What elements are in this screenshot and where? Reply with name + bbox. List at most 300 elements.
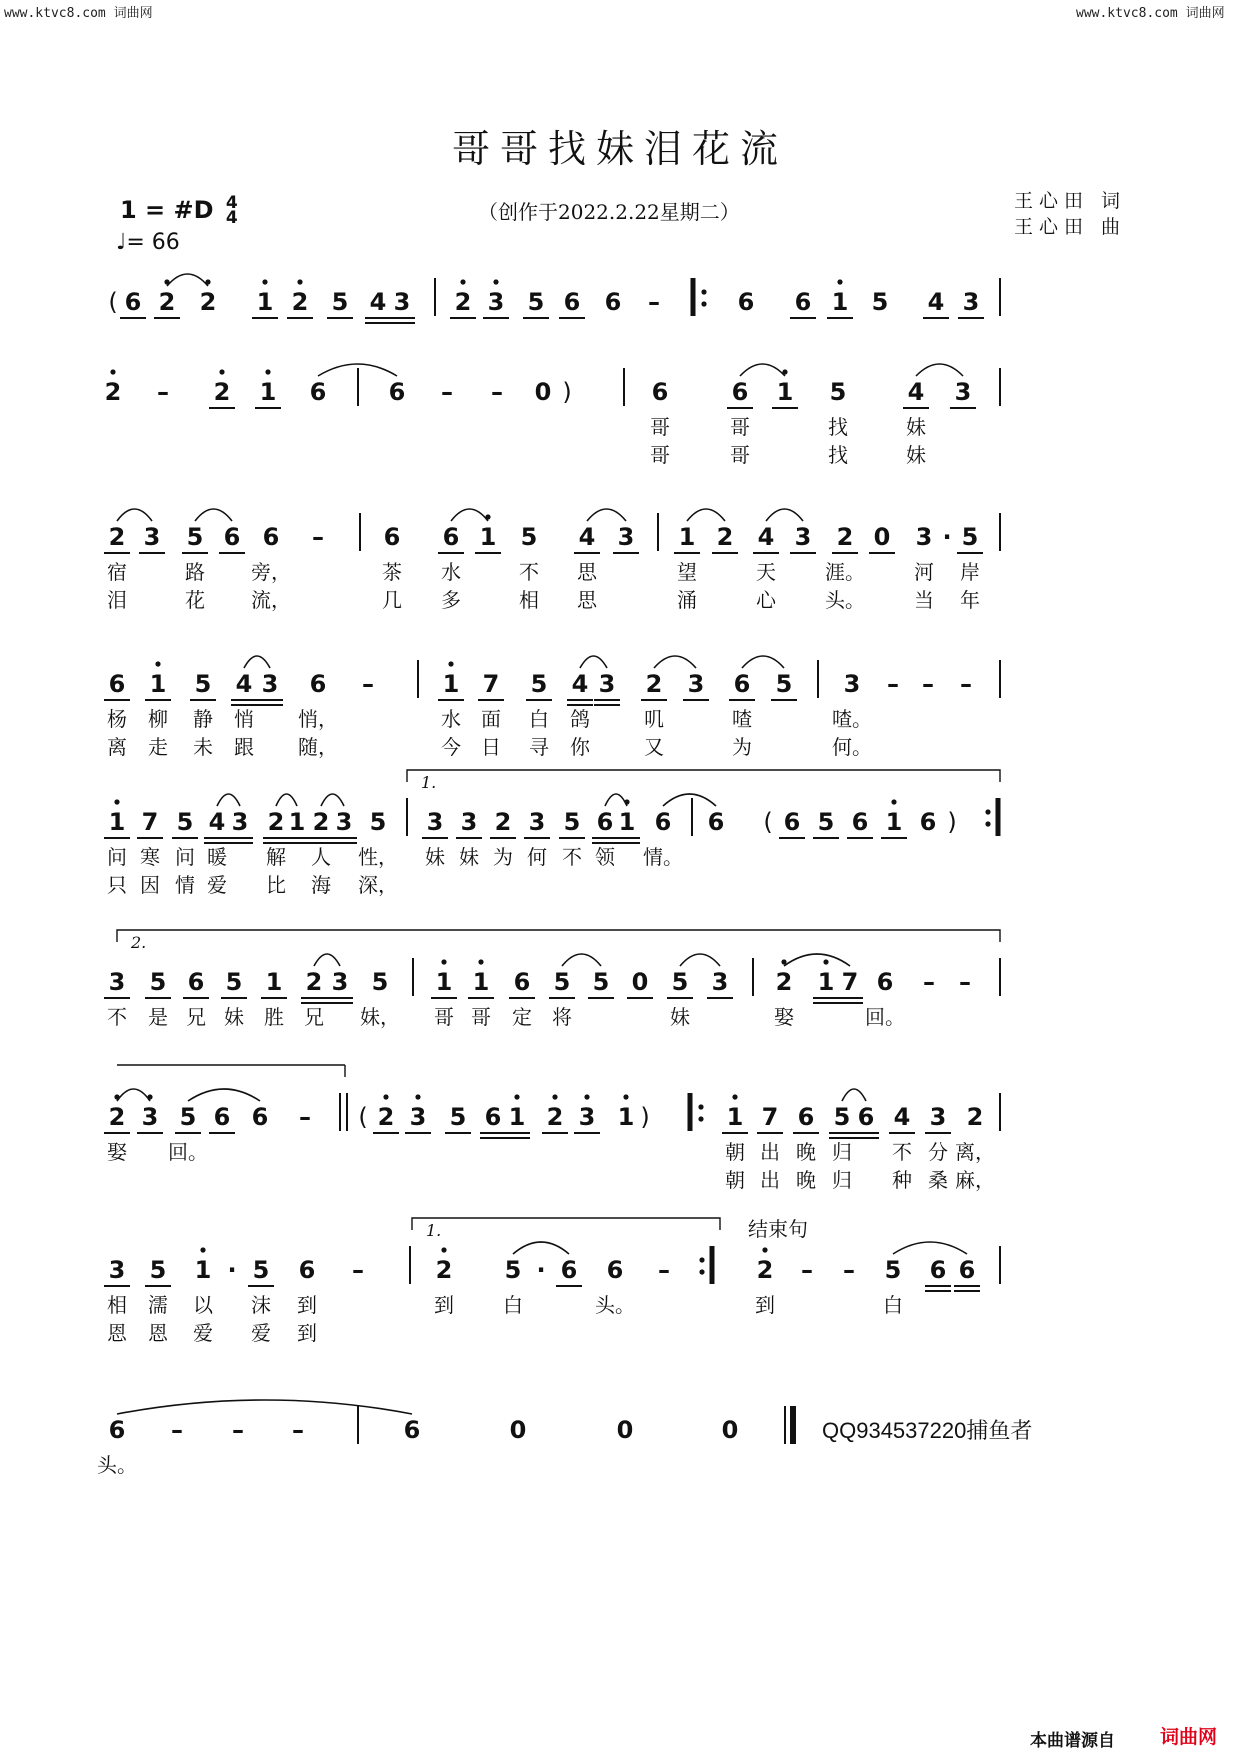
- lyric-char: 今: [441, 735, 461, 759]
- note-6: 6: [213, 1103, 231, 1131]
- staff-row-7: [0, 1095, 1240, 1205]
- lyric-char: 娶: [774, 1005, 794, 1029]
- lyric-char: 妹: [906, 443, 926, 467]
- lyric-char: 不: [892, 1140, 912, 1164]
- note-1-high: 1: [435, 968, 453, 996]
- note-5: 5: [884, 1256, 902, 1284]
- subtitle: （创作于2022.2.22星期二）: [478, 200, 740, 224]
- lyric-char: 问: [175, 845, 195, 869]
- slur: [117, 1400, 412, 1414]
- dash: –: [887, 670, 899, 698]
- note-3-high: 3: [578, 1103, 596, 1131]
- note-5: 5: [829, 378, 847, 406]
- note-3: 3: [954, 378, 972, 406]
- note-3: 3: [143, 523, 161, 551]
- staff-row-3-svg: [0, 515, 1240, 625]
- note-1: 1: [288, 808, 306, 836]
- note-2-high: 2: [435, 1256, 453, 1284]
- dash: –: [658, 1256, 670, 1284]
- lyric-char: 水: [441, 707, 461, 731]
- slur: [167, 274, 208, 286]
- note-5: 5: [563, 808, 581, 836]
- note-2: 2: [494, 808, 512, 836]
- parenthesis: ): [947, 808, 957, 836]
- ending-label: 结束句: [748, 1219, 808, 1241]
- volta-bracket: [412, 1218, 720, 1230]
- lyric-char: 妹: [670, 1005, 690, 1029]
- note-5: 5: [504, 1256, 522, 1284]
- note-6: 6: [513, 968, 531, 996]
- note-6: 6: [604, 288, 622, 316]
- lyric-char: 离: [107, 735, 127, 759]
- slur: [663, 794, 716, 806]
- octave-dot: [441, 1247, 446, 1252]
- slur: [580, 656, 607, 668]
- repeat-dot: [701, 301, 706, 306]
- note-3: 3: [261, 670, 279, 698]
- note-0: 0: [631, 968, 649, 996]
- note-3: 3: [794, 523, 812, 551]
- octave-dot: [460, 279, 465, 284]
- lyric-char: 涌: [677, 588, 697, 612]
- note-5: 5: [592, 968, 610, 996]
- note-2: 2: [716, 523, 734, 551]
- tempo-marking: ♩= 66: [116, 230, 180, 255]
- note-6: 6: [737, 288, 755, 316]
- note-4: 4: [927, 288, 945, 316]
- note-5: 5: [186, 523, 204, 551]
- note-6: 6: [731, 378, 749, 406]
- lyric-char: 相: [519, 588, 539, 612]
- octave-dot: [441, 959, 446, 964]
- note-0: 0: [873, 523, 891, 551]
- staff-row-2-svg: [0, 370, 1240, 480]
- lyric-char: 多: [441, 588, 461, 612]
- octave-dot: [584, 1094, 589, 1099]
- note-6: 6: [857, 1103, 875, 1131]
- time-signature: 4 4: [225, 193, 238, 228]
- note-4: 4: [907, 378, 925, 406]
- composer-credit: 王心田 曲: [1014, 216, 1127, 238]
- lyric-char: 头。: [97, 1453, 137, 1477]
- lyric-char: 离，: [955, 1140, 995, 1164]
- slur: [314, 954, 340, 966]
- note-3: 3: [335, 808, 353, 836]
- staff-row-3: [0, 515, 1240, 625]
- note-3: 3: [393, 288, 411, 316]
- repeat-dot: [985, 809, 990, 814]
- octave-dot: [155, 661, 160, 666]
- note-3: 3: [843, 670, 861, 698]
- dash: –: [441, 378, 453, 406]
- lyric-char: 为: [732, 735, 752, 759]
- staff-row-8-svg: [0, 1219, 1240, 1358]
- note-3: 3: [460, 808, 478, 836]
- octave-dot: [219, 369, 224, 374]
- note-1-high: 1: [831, 288, 849, 316]
- note-1-high: 1: [256, 288, 274, 316]
- slur: [276, 794, 297, 806]
- note-4: 4: [235, 670, 253, 698]
- octave-dot: [114, 799, 119, 804]
- note-6: 6: [797, 1103, 815, 1131]
- lyric-char: 麻，: [955, 1168, 995, 1192]
- note-1-high: 1: [472, 968, 490, 996]
- slur: [117, 509, 152, 521]
- lyric-char: 叽: [644, 707, 664, 731]
- lyric-char: 杨: [107, 707, 127, 731]
- staff-row-4: [0, 662, 1240, 772]
- note-3: 3: [426, 808, 444, 836]
- slur: [766, 509, 803, 521]
- lyric-char: 因: [140, 873, 160, 897]
- note-6: 6: [919, 808, 937, 836]
- repeat-dot: [699, 1269, 704, 1274]
- note-2-high: 2: [158, 288, 176, 316]
- lyric-char: 到: [755, 1293, 775, 1317]
- dash: –: [843, 1256, 855, 1284]
- note-5: 5: [179, 1103, 197, 1131]
- lyric-char: 哥: [471, 1005, 491, 1029]
- note-5: 5: [176, 808, 194, 836]
- note-4: 4: [369, 288, 387, 316]
- dash: –: [922, 670, 934, 698]
- slur: [217, 794, 240, 806]
- lyric-char: 到: [297, 1321, 317, 1345]
- footer-source-label: 本曲谱源自: [1030, 1731, 1115, 1751]
- dash: –: [352, 1256, 364, 1284]
- note-2-high: 2: [199, 288, 217, 316]
- note-6: 6: [651, 378, 669, 406]
- note-5: 5: [671, 968, 689, 996]
- note-3: 3: [711, 968, 729, 996]
- lyric-char: 是: [148, 1005, 168, 1029]
- note-2: 2: [312, 808, 330, 836]
- note-6: 6: [794, 288, 812, 316]
- lyric-char: 日: [481, 735, 501, 759]
- parenthesis: (: [108, 288, 118, 316]
- volta-label: 1.: [421, 773, 437, 792]
- lyric-char: 思: [577, 588, 597, 612]
- note-5: 5: [961, 523, 979, 551]
- note-5: 5: [775, 670, 793, 698]
- lyric-char: 哥: [650, 415, 670, 439]
- lyric-char: 年: [960, 588, 980, 612]
- lyric-char: 桑: [928, 1168, 948, 1192]
- page-title: 哥哥找妹泪花流: [451, 127, 788, 171]
- slur: [605, 794, 627, 806]
- qq-contact: QQ934537220捕鱼者: [822, 1418, 1033, 1443]
- staff-row-4-svg: [0, 662, 1240, 772]
- octave-dot: [762, 1247, 767, 1252]
- note-6: 6: [124, 288, 142, 316]
- note-6: 6: [388, 378, 406, 406]
- lyric-char: 妹: [906, 415, 926, 439]
- lyric-char: 爱: [251, 1321, 271, 1345]
- lyric-char: 头。: [595, 1293, 635, 1317]
- slur: [680, 954, 720, 966]
- note-3: 3: [915, 523, 933, 551]
- repeat-dot: [701, 289, 706, 294]
- lyric-char: 晚: [796, 1168, 816, 1192]
- note-5: 5: [252, 1256, 270, 1284]
- note-6: 6: [929, 1256, 947, 1284]
- dot: ·: [942, 523, 952, 551]
- lyric-char: 妹，: [360, 1005, 400, 1029]
- dash: –: [648, 288, 660, 316]
- repeat-dot: [699, 1257, 704, 1262]
- slur: [117, 1089, 150, 1101]
- octave-dot: [623, 1094, 628, 1099]
- note-1-high: 1: [817, 968, 835, 996]
- lyric-char: 喳: [732, 707, 752, 731]
- octave-dot: [837, 279, 842, 284]
- lyric-char: 哥: [730, 415, 750, 439]
- lyric-char: 当: [914, 588, 934, 612]
- note-6: 6: [563, 288, 581, 316]
- lyric-char: 白: [529, 707, 549, 731]
- staff-row-6: [0, 933, 1240, 1070]
- lyric-char: 何。: [832, 735, 872, 759]
- note-3: 3: [687, 670, 705, 698]
- octave-dot: [493, 279, 498, 284]
- note-3: 3: [962, 288, 980, 316]
- note-1-high: 1: [259, 378, 277, 406]
- lyric-char: 流，: [251, 588, 291, 612]
- note-6: 6: [707, 808, 725, 836]
- note-5: 5: [331, 288, 349, 316]
- slur: [562, 954, 601, 966]
- note-3-high: 3: [141, 1103, 159, 1131]
- lyric-char: 妹: [459, 845, 479, 869]
- dash: –: [312, 523, 324, 551]
- lyric-char: 归: [832, 1168, 852, 1192]
- dash: –: [801, 1256, 813, 1284]
- note-7: 7: [761, 1103, 779, 1131]
- note-5: 5: [449, 1103, 467, 1131]
- lyric-char: 鸽: [570, 707, 590, 731]
- dash: –: [171, 1416, 183, 1444]
- note-2-high: 2: [454, 288, 472, 316]
- octave-dot: [297, 279, 302, 284]
- dash: –: [299, 1103, 311, 1131]
- lyric-char: 面: [481, 707, 501, 731]
- octave-dot: [110, 369, 115, 374]
- lyric-char: 兄: [186, 1005, 206, 1029]
- note-3: 3: [929, 1103, 947, 1131]
- lyric-char: 泪: [107, 588, 127, 612]
- lyric-char: 问: [107, 845, 127, 869]
- lyric-char: 哥: [730, 443, 750, 467]
- note-3: 3: [331, 968, 349, 996]
- note-6: 6: [783, 808, 801, 836]
- lyric-char: 走: [148, 735, 168, 759]
- note-0: 0: [721, 1416, 739, 1444]
- lyric-char: 悄，: [298, 707, 338, 731]
- lyric-char: 柳: [148, 707, 168, 731]
- note-5: 5: [194, 670, 212, 698]
- lyric-char: 情: [175, 873, 195, 897]
- note-3: 3: [598, 670, 616, 698]
- lyric-char: 思: [577, 560, 597, 584]
- note-6: 6: [309, 378, 327, 406]
- note-3: 3: [108, 1256, 126, 1284]
- note-5: 5: [527, 288, 545, 316]
- note-4: 4: [571, 670, 589, 698]
- lyric-char: 娶: [107, 1140, 127, 1164]
- note-1-high: 1: [442, 670, 460, 698]
- octave-dot: [514, 1094, 519, 1099]
- note-1-high: 1: [726, 1103, 744, 1131]
- note-3: 3: [231, 808, 249, 836]
- lyric-char: 不: [107, 1005, 127, 1029]
- lyric-char: 分: [928, 1140, 948, 1164]
- note-6: 6: [383, 523, 401, 551]
- lyric-char: 回。: [865, 1005, 905, 1029]
- lyric-char: 沫: [251, 1293, 271, 1317]
- note-7: 7: [141, 808, 159, 836]
- note-6: 6: [187, 968, 205, 996]
- lyric-char: 相: [107, 1293, 127, 1317]
- note-2-high: 2: [775, 968, 793, 996]
- note-2: 2: [305, 968, 323, 996]
- lyric-char: 望: [677, 560, 697, 584]
- note-6: 6: [309, 670, 327, 698]
- lyric-char: 暖: [207, 845, 227, 869]
- lyric-char: 岸: [960, 560, 980, 584]
- note-3-high: 3: [487, 288, 505, 316]
- lyric-char: 找: [828, 443, 848, 467]
- parenthesis: (: [763, 808, 773, 836]
- lyric-char: 水: [441, 560, 461, 584]
- lyric-char: 晚: [796, 1140, 816, 1164]
- staff-row-5: [0, 773, 1240, 910]
- note-7: 7: [841, 968, 859, 996]
- lyric-char: 寻: [529, 735, 549, 759]
- lyric-char: 出: [760, 1140, 780, 1164]
- lyric-char: 随，: [298, 735, 338, 759]
- octave-dot: [415, 1094, 420, 1099]
- note-6: 6: [442, 523, 460, 551]
- lyric-char: 妹: [224, 1005, 244, 1029]
- lyric-char: 哥: [650, 443, 670, 467]
- slur: [451, 509, 488, 521]
- note-6: 6: [596, 808, 614, 836]
- slur: [654, 656, 696, 668]
- dash: –: [959, 968, 971, 996]
- octave-dot: [448, 661, 453, 666]
- slur: [321, 794, 344, 806]
- lyric-char: 性，: [358, 845, 398, 869]
- note-5: 5: [817, 808, 835, 836]
- note-5: 5: [149, 1256, 167, 1284]
- note-3: 3: [108, 968, 126, 996]
- lyric-char: 旁，: [251, 560, 291, 584]
- note-1-high: 1: [194, 1256, 212, 1284]
- note-6: 6: [298, 1256, 316, 1284]
- lyric-char: 找: [828, 415, 848, 439]
- note-2: 2: [645, 670, 663, 698]
- lyric-char: 深，: [358, 873, 398, 897]
- lyric-char: 领: [595, 845, 615, 869]
- note-6: 6: [403, 1416, 421, 1444]
- slur: [842, 1089, 866, 1101]
- lyricist-credit: 王心田 词: [1014, 190, 1127, 212]
- note-1-high: 1: [508, 1103, 526, 1131]
- note-3: 3: [617, 523, 635, 551]
- lyric-char: 涯。: [825, 560, 865, 584]
- slur: [587, 509, 626, 521]
- lyric-char: 又: [644, 735, 664, 759]
- octave-dot: [823, 959, 828, 964]
- lyric-char: 将: [552, 1005, 572, 1029]
- note-6: 6: [223, 523, 241, 551]
- lyric-char: 到: [297, 1293, 317, 1317]
- slur: [195, 509, 232, 521]
- note-2: 2: [108, 523, 126, 551]
- staff-row-2: [0, 370, 1240, 480]
- octave-dot: [891, 799, 896, 804]
- dash: –: [292, 1416, 304, 1444]
- octave-dot: [265, 369, 270, 374]
- lyric-char: 路: [185, 560, 205, 584]
- note-5: 5: [369, 808, 387, 836]
- lyric-char: 到: [434, 1293, 454, 1317]
- octave-dot: [478, 959, 483, 964]
- note-4: 4: [757, 523, 775, 551]
- note-6: 6: [733, 670, 751, 698]
- lyric-char: 海: [311, 873, 331, 897]
- octave-dot: [552, 1094, 557, 1099]
- slur: [687, 509, 725, 521]
- note-2-high: 2: [291, 288, 309, 316]
- note-6: 6: [262, 523, 280, 551]
- volta-label: 1.: [426, 1221, 442, 1240]
- note-2-high: 2: [546, 1103, 564, 1131]
- key-label: 1 = #D: [120, 196, 214, 224]
- note-5: 5: [225, 968, 243, 996]
- lyric-char: 爱: [193, 1321, 213, 1345]
- note-0: 0: [534, 378, 552, 406]
- lyric-char: 心: [756, 588, 776, 612]
- lyric-char: 朝: [725, 1140, 745, 1164]
- staff-row-9-svg: [0, 1408, 1240, 1518]
- note-1: 1: [678, 523, 696, 551]
- lyric-char: 头。: [825, 588, 865, 612]
- lyric-char: 妹: [425, 845, 445, 869]
- note-1-high: 1: [108, 808, 126, 836]
- volta-label: 2.: [131, 933, 147, 952]
- lyric-char: 花: [185, 588, 205, 612]
- note-6: 6: [251, 1103, 269, 1131]
- dash: –: [923, 968, 935, 996]
- note-5: 5: [871, 288, 889, 316]
- lyric-char: 恩: [107, 1321, 127, 1345]
- note-2-high: 2: [213, 378, 231, 406]
- note-1-high: 1: [618, 808, 636, 836]
- slur: [742, 656, 784, 668]
- slur: [893, 1242, 967, 1254]
- lyric-char: 比: [266, 873, 286, 897]
- lyric-char: 出: [760, 1168, 780, 1192]
- note-6: 6: [606, 1256, 624, 1284]
- note-5: 5: [833, 1103, 851, 1131]
- note-7: 7: [482, 670, 500, 698]
- note-6: 6: [876, 968, 894, 996]
- note-2: 2: [267, 808, 285, 836]
- dot: ·: [227, 1256, 237, 1284]
- dash: –: [491, 378, 503, 406]
